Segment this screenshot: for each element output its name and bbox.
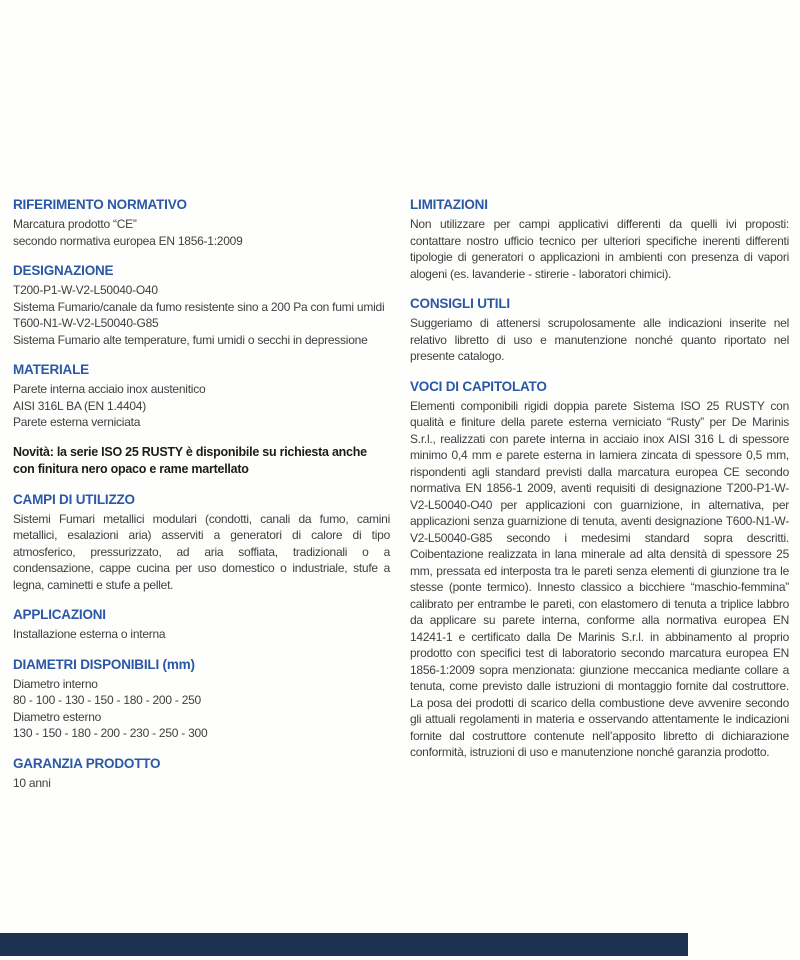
- section-materiale: [13, 361, 390, 431]
- body-line: Diametro interno: [13, 676, 98, 691]
- body-line: Diametro esterno: [13, 709, 102, 724]
- section-campi-di-utilizzo: [13, 491, 390, 594]
- section-limitazioni: [410, 196, 789, 282]
- section-heading: APPLICAZIONI: [13, 607, 106, 622]
- section-heading: DESIGNAZIONE: [13, 263, 114, 278]
- body-paragraph: Elementi componibili rigidi doppia parete Sistema ISO 25 RUSTY con qualità e finiture della parete esterna verniciato “Rusty” per De Marinis S.r.l., realizzati con parete interna in acciaio inox AISI 316 L di spessore minimo 0,4 mm e parete esterna in lamiera zincata di spessore 0,5 mm, rispondenti agli standard previsti dalla marcatura europea CE secondo normativa EN 1856-1 2009, aventi requisiti di designazione T200-P1-W-V2-L50040-O40 per applicazioni con guarnizione, in alternativa, per applicazioni senza guarnizione di tenuta, aventi designazione T600-N1-W-V2-L50040-G85 secondo i medesimi standard sopra descritti. Coibentazione realizzata in lana minerale ad alta densità di spessore 25 mm, pressata ed interposta tra le pareti senza elementi di giunzione tra le stesse (ponte termico). Innesto classico a bicchiere “maschio-femmina” calibrato per entrambe le pareti, con elastomero di tenuta a triplice labbro da applicare su parete interna, conforme alla normativa europea EN 14241-1 e certificato dalla De Marinis S.r.l. in abbinamento al proprio prodotto con specifici test di laboratorio secondo marcatura europea EN 1856-1:2009 sopra menzionata: giunzione meccanica mediante collare a tenuta, come previsto dalle istruzioni di montaggio fornite dal costruttore. La posa dei prodotti di scarico della combustione deve avvenire secondo gli attuali regolamenti in materia e osservando attentamente le indicazioni fornite dal costruttore contenute nell’apposito libretto di dichiarazione conformità, istruzioni di uso e manutenzione nonché garanzia prodotto.: [410, 398, 789, 759]
- section-applicazioni: [13, 606, 390, 643]
- section-heading: MATERIALE: [13, 362, 89, 377]
- body-line: Installazione esterna o interna: [13, 627, 166, 641]
- body-paragraph: Non utilizzare per campi applicativi differenti da quelli ivi proposti: contattare nostro ufficio tecnico per ulteriori specifiche inerenti differenti tipologie di generatori o applicazioni in ambienti con presenza di vapori alogeni (es. lavanderie - stirerie - laboratori chimici).: [410, 217, 789, 281]
- section-heading: DIAMETRI DISPONIBILI (mm): [13, 656, 195, 672]
- section-heading: CONSIGLI UTILI: [410, 296, 510, 311]
- body-paragraph: Suggeriamo di attenersi scrupolosamente alle indicazioni inserite nel relativo libretto di uso e manutenzione nonché quanto riportato nel presente catalogo.: [410, 316, 789, 363]
- body-line: Sistema Fumario/canale da fumo resistente sino a 200 Pa con fumi umidi: [13, 299, 385, 314]
- section-voci-di-capitolato: [410, 378, 789, 761]
- novita-bold-note: Novità: la serie ISO 25 RUSTY è disponibile su richiesta anche con finitura nero opaco e rame martellato: [13, 444, 367, 476]
- body-line: T600-N1-W-V2-L50040-G85: [13, 316, 159, 330]
- section-designazione: [13, 262, 390, 348]
- section-heading: CAMPI DI UTILIZZO: [13, 491, 135, 507]
- body-line: Sistema Fumario alte temperature, fumi umidi o secchi in depressione: [13, 332, 368, 347]
- body-line: Parete interna acciaio inox austenitico: [13, 382, 206, 396]
- body-line: Marcatura prodotto “CE”: [13, 217, 137, 231]
- section-consigli-utili: [410, 295, 789, 365]
- right-column: [410, 196, 789, 774]
- section-heading: LIMITAZIONI: [410, 197, 488, 212]
- body-line: AISI 316L BA (EN 1.4404): [13, 398, 146, 413]
- footer-band: [0, 933, 688, 956]
- body-line: T200-P1-W-V2-L50040-O40: [13, 283, 158, 297]
- section-garanzia-prodotto: [13, 755, 390, 792]
- body-line: secondo normativa europea EN 1856-1:2009: [13, 233, 243, 248]
- section-riferimento-normativo: [13, 196, 390, 249]
- body-line: 10 anni: [13, 775, 51, 790]
- section-heading: GARANZIA PRODOTTO: [13, 755, 161, 771]
- body-line: Parete esterna verniciata: [13, 415, 141, 429]
- section-novita-highlight: [13, 444, 390, 478]
- body-line: 130 - 150 - 180 - 200 - 230 - 250 - 300: [13, 726, 208, 740]
- section-heading: RIFERIMENTO NORMATIVO: [13, 197, 187, 212]
- body-paragraph: Sistemi Fumari metallici modulari (condotti, canali da fumo, camini metallici, esalazioni aria) asserviti a generatori di calore di tipo atmosferico, pressurizzato, ad aria soffiata, tradizionali o a condensazione, cappe cucina per uso domestico o industriale, stufe a legna, caminetti e stufe a pellet.: [13, 511, 390, 592]
- section-diametri-disponibili: [13, 656, 390, 742]
- body-line: 80 - 100 - 130 - 150 - 180 - 200 - 250: [13, 693, 201, 707]
- section-heading: VOCI DI CAPITOLATO: [410, 378, 547, 394]
- left-column: [13, 196, 390, 804]
